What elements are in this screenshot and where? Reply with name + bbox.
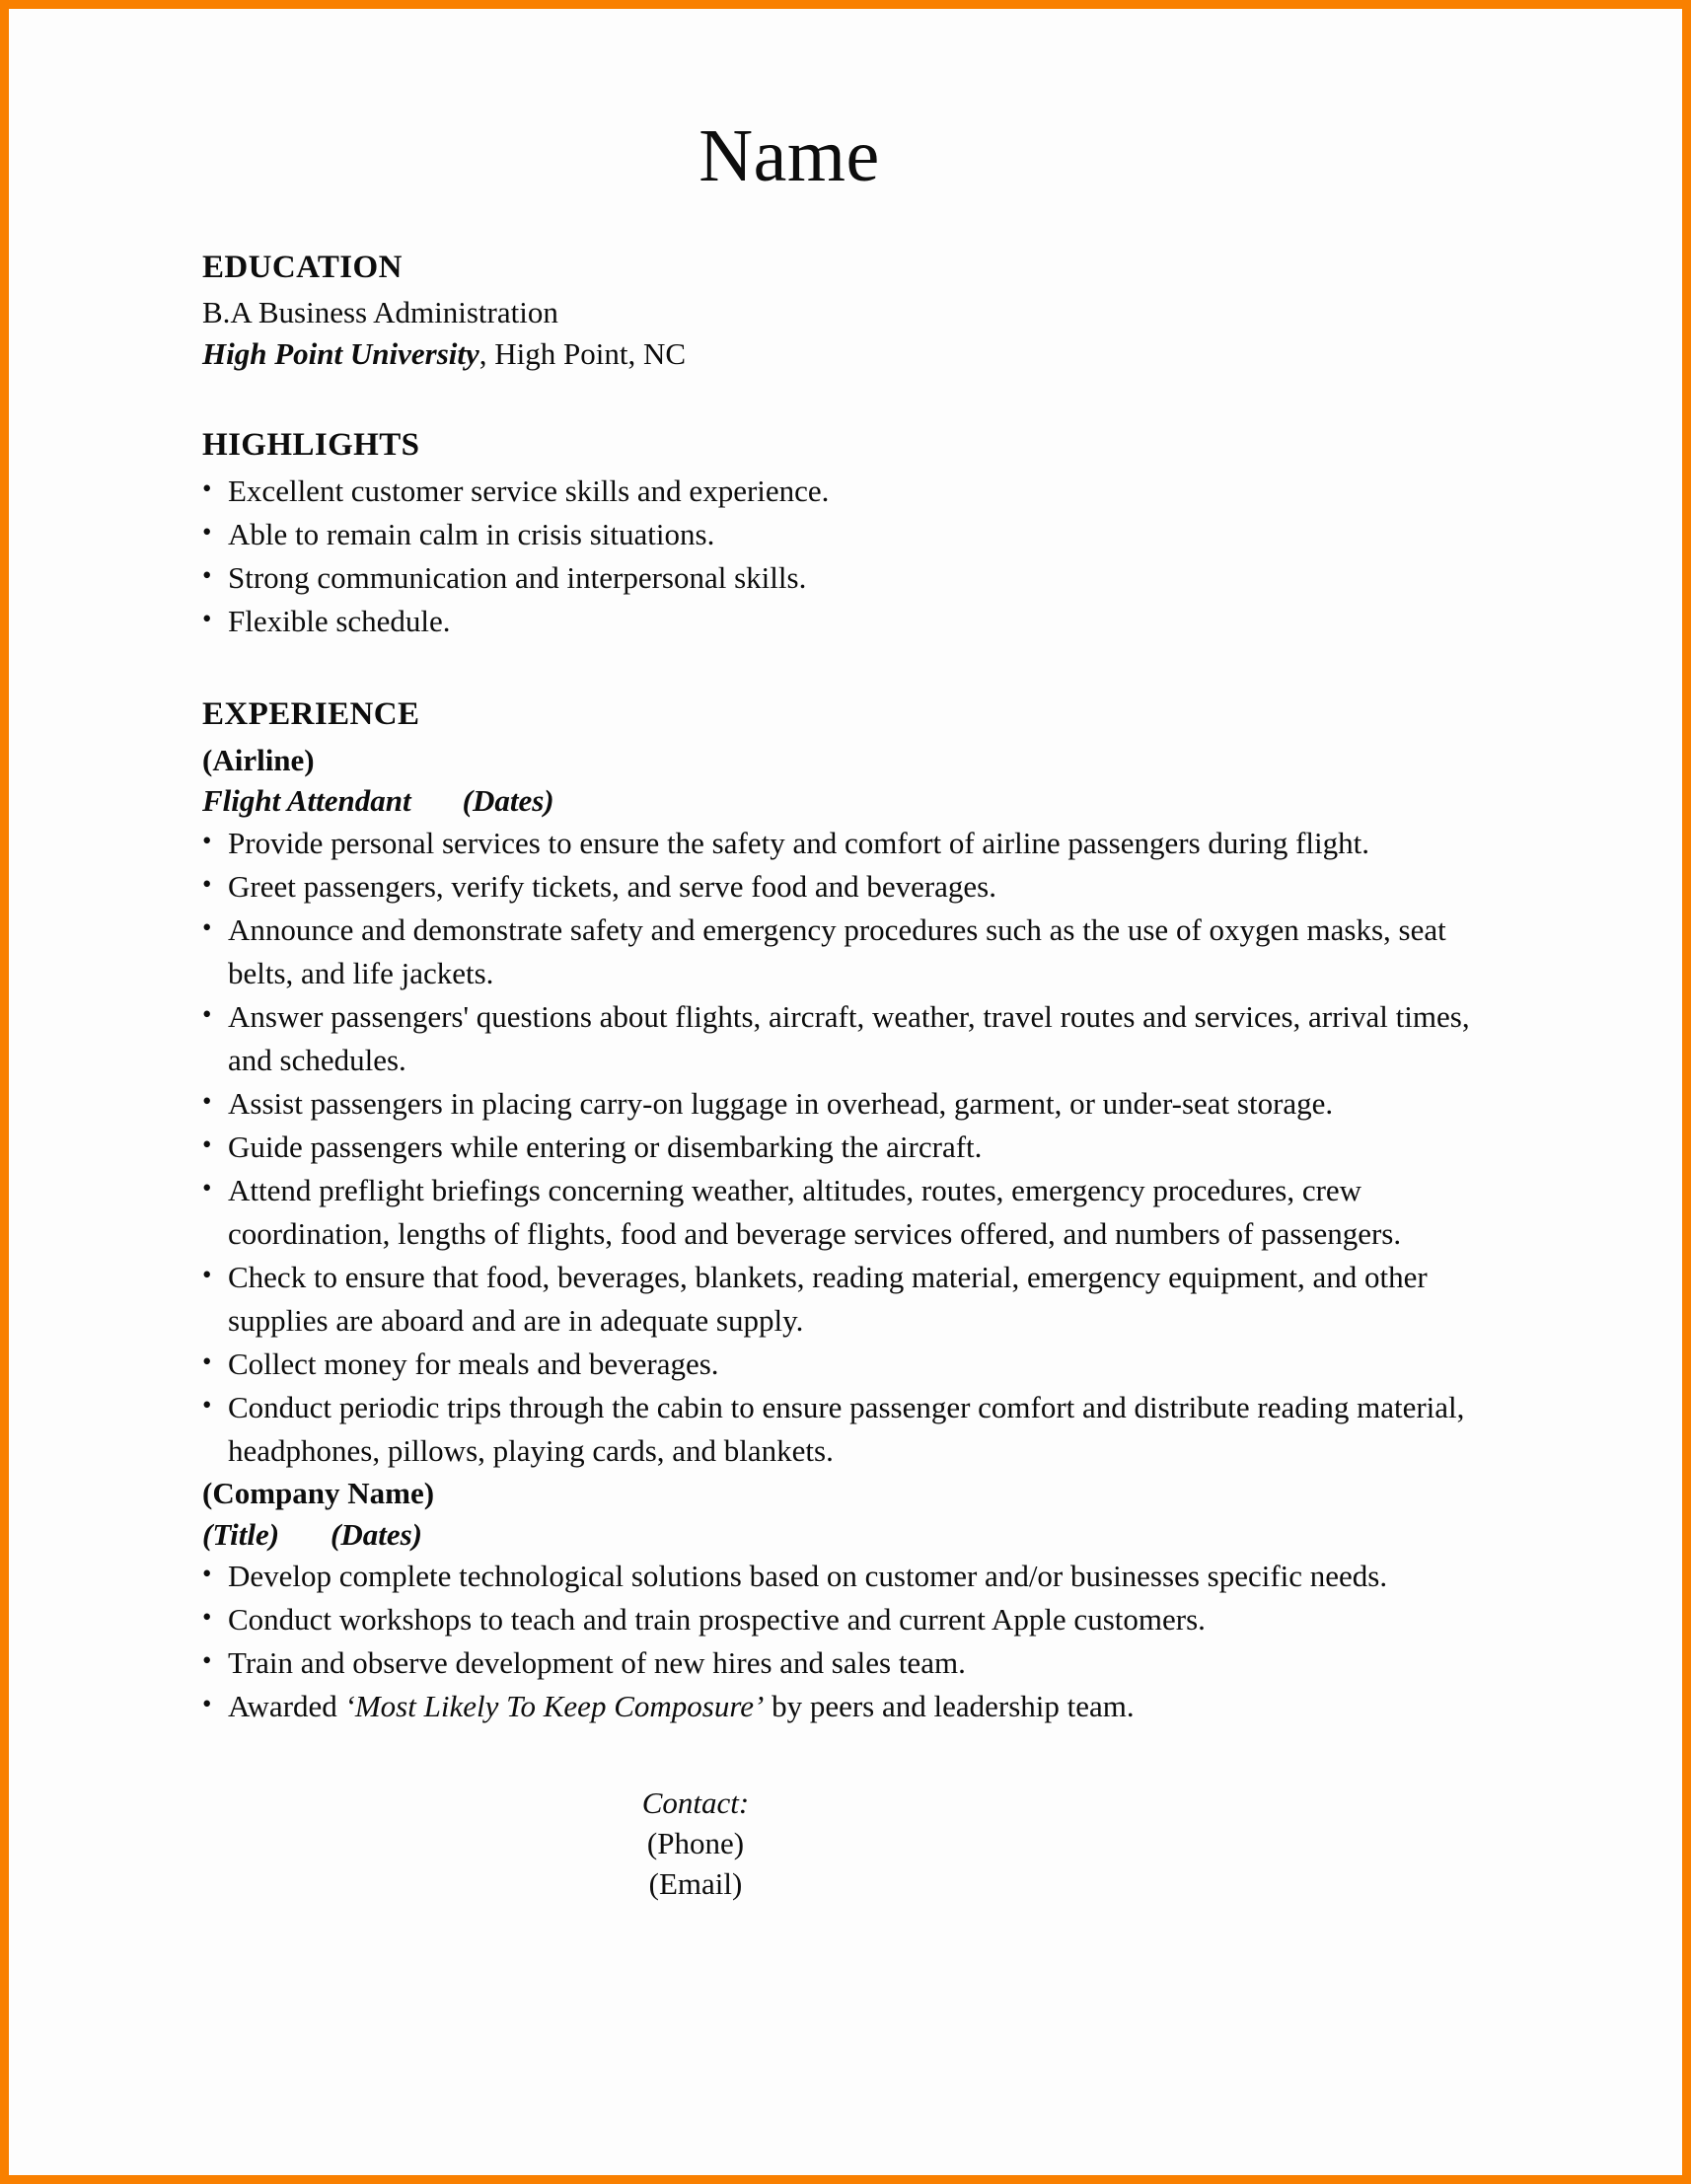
contact-label: Contact: xyxy=(641,1785,750,1821)
list-item: • Assist passengers in placing carry-on luggage in overhead, garment, or under-seat storage. xyxy=(202,1082,1485,1126)
job-dates: (Dates) xyxy=(331,1516,423,1552)
list-item: • Attend preflight briefings concerning weather, altitudes, routes, emergency procedures, crew coordination, lengths of flights, food and beverage services offered, and numbers of passengers. xyxy=(202,1169,1485,1256)
job-title-dates xyxy=(202,1514,1485,1556)
education-school-location: , High Point, NC xyxy=(478,335,687,371)
list-item: • Provide personal services to ensure the safety and comfort of airline passengers during flight. xyxy=(202,822,1485,865)
list-item: • Strong communication and interpersonal skills. xyxy=(202,556,1485,600)
list-item-award xyxy=(202,1685,1485,1728)
list-item: • Conduct periodic trips through the cabin to ensure passenger comfort and distribute reading material, headphones, pillows, playing cards, and blankets. xyxy=(202,1386,1485,1473)
page-sheet xyxy=(9,9,1682,2175)
job-employer: (Airline) xyxy=(202,742,315,777)
job-title-dates xyxy=(202,780,1485,822)
list-item: • Announce and demonstrate safety and emergency procedures such as the use of oxygen masks, seat belts, and life jackets. xyxy=(202,909,1485,995)
list-item: • Collect money for meals and beverages. xyxy=(202,1343,1485,1386)
contact-block xyxy=(202,1784,1189,1905)
experience-job-airline xyxy=(202,740,1485,1473)
page-title: Name xyxy=(698,114,880,197)
experience-section xyxy=(202,694,1485,1728)
list-item: • Train and observe development of new hires and sales team. xyxy=(202,1641,1485,1685)
education-heading: EDUCATION xyxy=(202,249,403,285)
education-degree: B.A Business Administration xyxy=(202,295,558,330)
job-bullets-company xyxy=(202,1555,1485,1728)
list-item: • Able to remain calm in crisis situations. xyxy=(202,513,1485,556)
list-item: • Develop complete technological solutions based on customer and/or businesses specific needs. xyxy=(202,1555,1485,1598)
list-item: • Flexible schedule. xyxy=(202,600,1485,643)
list-item: • Excellent customer service skills and experience. xyxy=(202,470,1485,513)
award-prefix: Awarded xyxy=(228,1689,345,1724)
experience-job-company xyxy=(202,1473,1485,1728)
list-item: • Answer passengers' questions about flights, aircraft, weather, travel routes and services, arrival times, and schedules. xyxy=(202,995,1485,1082)
experience-heading: EXPERIENCE xyxy=(202,696,420,733)
list-item: • Guide passengers while entering or disembarking the aircraft. xyxy=(202,1126,1485,1169)
education-school: High Point University xyxy=(202,335,479,371)
contact-email: (Email) xyxy=(648,1865,743,1901)
highlights-list xyxy=(202,470,1485,643)
education-school-line xyxy=(202,333,1485,375)
highlights-section xyxy=(202,425,1485,643)
award-quote: ‘Most Likely To Keep Composure’ xyxy=(344,1689,765,1724)
job-dates: (Dates) xyxy=(462,783,554,819)
award-suffix: by peers and leadership team. xyxy=(764,1689,1135,1724)
job-bullets-airline xyxy=(202,822,1485,1473)
resume-content xyxy=(202,114,1485,1905)
education-section xyxy=(202,248,1485,374)
job-title: (Title) xyxy=(202,1516,280,1552)
list-item: • Conduct workshops to teach and train prospective and current Apple customers. xyxy=(202,1598,1485,1641)
list-item: • Greet passengers, verify tickets, and serve food and beverages. xyxy=(202,865,1485,909)
job-title: Flight Attendant xyxy=(202,783,411,819)
contact-phone: (Phone) xyxy=(646,1826,745,1860)
highlights-heading: HIGHLIGHTS xyxy=(202,427,420,464)
list-item: • Check to ensure that food, beverages, blankets, reading material, emergency equipment, and other supplies are aboard and are in adequate supply. xyxy=(202,1256,1485,1343)
job-employer: (Company Name) xyxy=(202,1475,435,1510)
